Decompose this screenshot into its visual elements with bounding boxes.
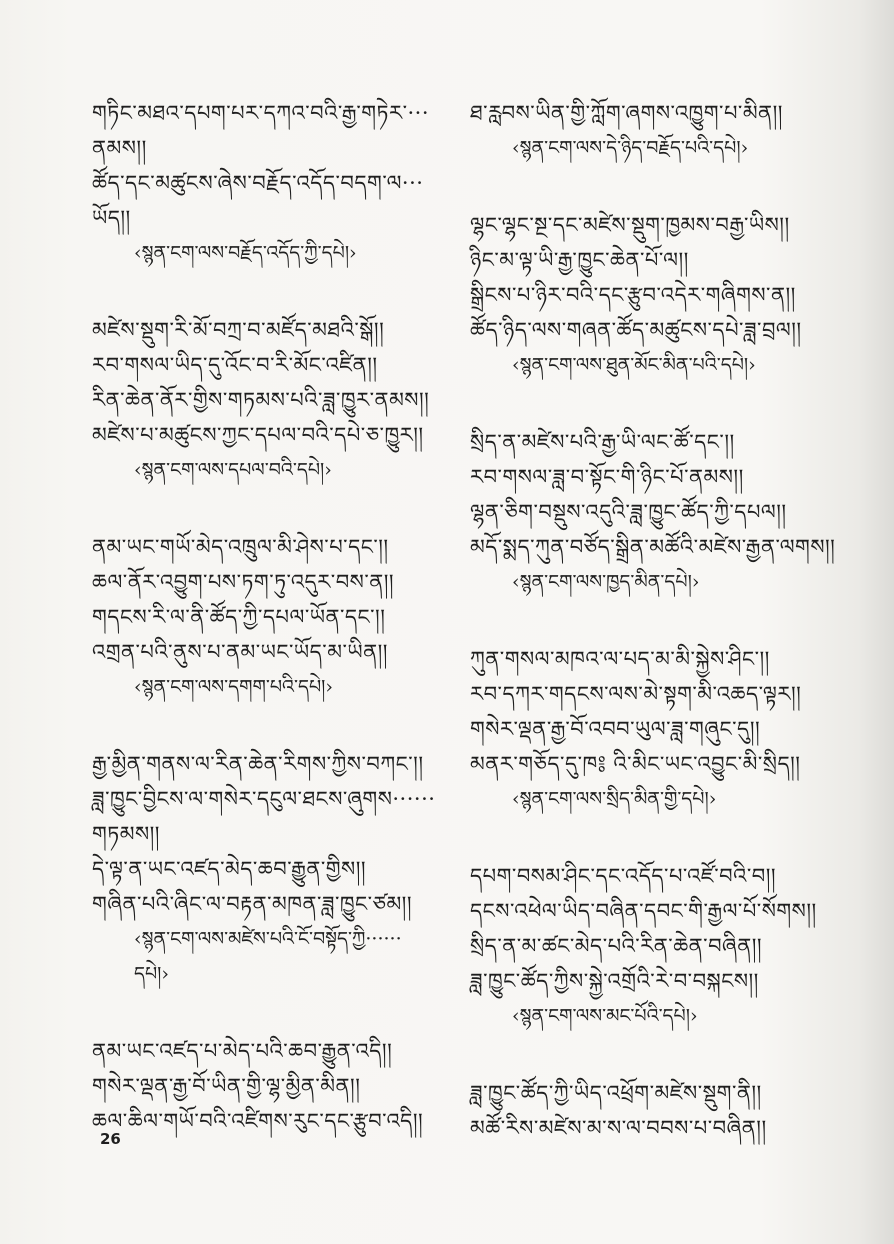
verse-line: དེ་ལྟ་ན་ཡང་འཛད་མེད་ཆབ་རྒྱུན་གྱིས།། bbox=[92, 857, 367, 881]
verse-line: རབ་གསལ་ཟླ་བ་སྟོང་གི་ཉིང་པོ་ནམས།། bbox=[470, 465, 744, 489]
verse-line: མཚོ་རིས་མཛེས་མ་ས་ལ་བབས་པ་བཞིན།། bbox=[470, 1116, 767, 1140]
verse-line: གསེར་ལྡན་རྒྱ་བོ་འབབ་ཡུལ་ཟླ་གཞུང་དུ།། bbox=[470, 717, 761, 741]
verse-line: ཆལ་ནོར་འབྱུག་པས་ཏག་ཏུ་འདུར་བས་ན།། bbox=[92, 570, 395, 594]
verse-line: ཟླ་ཁྱུང་བྱིངས་ལ་གསེར་དངུལ་ཐངས་ཞུགས······ bbox=[92, 787, 436, 811]
verse-line: ལྷང་ལྷང་སྔ་དང་མཛེས་སྡུག་ཁྱམས་བརྒྱ་ཡིས།། bbox=[470, 213, 790, 237]
verse-line: ཟླ་ཁྱུང་ཚོད་ཀྱི་ཡིད་འཕྲོག་མཛེས་སྡུག་ནི།། bbox=[470, 1081, 762, 1105]
verse-line: སྲིད་ན་མཛེས་པའི་རྒྱ་ཡི་ལང་ཚོ་དང་།། bbox=[470, 430, 735, 454]
verse-stanza bbox=[470, 859, 817, 1034]
verse-stanza bbox=[92, 96, 462, 271]
verse-stanza bbox=[92, 530, 462, 705]
verse-source: ‹སྙན་ངག་ལས་ཐུན་མོང་མིན་པའི་དཔེ།› bbox=[512, 354, 756, 376]
verse-source: ‹སྙན་ངག་ལས་མང་པོའི་དཔེ།› bbox=[512, 1005, 698, 1027]
verse-line: མདོ་སྨད་ཀུན་བཙོད་སྒྲིན་མཚོའི་མཛེས་རྒྱན་ལགས།། bbox=[470, 535, 836, 559]
verse-line: གདངས་རི་ལ་ནི་ཚོད་ཀྱི་དཔལ་ཡོན་དང་།། bbox=[92, 605, 386, 629]
verse-line: འགྲན་པའི་ནུས་པ་ནམ་ཡང་ཡོད་མ་ཡིན།། bbox=[92, 640, 388, 664]
left-column bbox=[92, 96, 462, 1181]
verse-stanza bbox=[470, 208, 800, 383]
verse-line: མཛེས་སྡུག་རི་མོ་བཀྲ་བ་མཛོད་མཐའི་སྒོ།། bbox=[92, 318, 385, 342]
verse-source: ‹སྙན་ངག་ལས་དཔལ་བའི་དཔེ།› bbox=[134, 459, 332, 481]
verse-source: ‹སྙན་ངག་ལས་ཁྱད་མིན་དཔེ།› bbox=[512, 571, 700, 593]
verse-source: ‹སྙན་ངག་ལས་མཛེས་པའི་ངོ་བསྟོད་ཀྱི······ bbox=[134, 928, 402, 950]
right-column bbox=[470, 96, 836, 1188]
verse-line: ཀུན་གསལ་མཁའ་ལ་པད་མ་མི་སྐྱེས་ཤིང་།། bbox=[470, 647, 770, 671]
verse-stanza bbox=[470, 425, 836, 600]
verse-line: སྒྲིངས་པ་ཉིར་བའི་དང་རྩུབ་འདེར་གཞིགས་ན།། bbox=[470, 283, 796, 307]
verse-line: ནམས།། bbox=[92, 136, 147, 160]
verse-line: གསེར་ལྡན་རྒྱ་བོ་ཡིན་གྱི་ལྷ་མྱིན་མིན།། bbox=[92, 1074, 361, 1098]
verse-source: ‹སྙན་ངག་ལས་སྲིད་མིན་གྱི་དཔེ།› bbox=[512, 788, 717, 810]
verse-line: ཆལ་ཆིལ་གཡོ་བའི་འཛིགས་རུང་དང་རྩུབ་འདི།། bbox=[92, 1109, 424, 1133]
verse-line: ཐ་རླབས་ཡིན་གྱི་ཀློག་ཞགས་འཁྱུག་པ་མིན།། bbox=[470, 101, 783, 125]
verse-line: ནམ་ཡང་འཛད་པ་མེད་པའི་ཆབ་རྒྱུན་འདི།། bbox=[92, 1039, 393, 1063]
page-number: 26 bbox=[100, 1130, 121, 1148]
verse-source: ‹སྙན་ངག་ལས་དགག་པའི་དཔེ།› bbox=[134, 676, 334, 698]
verse-line: གཏམས།། bbox=[92, 822, 160, 846]
verse-line: ཟླ་ཁྱུང་ཚོད་ཀྱིས་སྐྱེ་འགྲོའི་རེ་བ་བསྐངས།། bbox=[470, 969, 759, 993]
verse-line: ནམ་ཡང་གཡོ་མེད་འཁྲུལ་མི་ཤེས་པ་དང་།། bbox=[92, 535, 389, 559]
verse-line: མནར་གཅོད་དུ་ཁ༔ འི་མིང་ཡང་འབྱུང་མི་སྲིད།། bbox=[470, 752, 801, 776]
verse-line: ཚོད་ཉིད་ལས་གཞན་ཚོད་མཚུངས་དཔེ་ཟླ་བྲལ།། bbox=[470, 318, 802, 342]
verse-stanza bbox=[92, 1034, 462, 1139]
verse-line: ཡོད།། bbox=[92, 206, 131, 230]
verse-line: རབ་དཀར་གདངས་ལས་མེ་སྟག་མི་འཆད་ལྟར།། bbox=[470, 682, 802, 706]
verse-line: ལྷན་ཅིག་བསྡུས་འདུའི་ཟླ་ཁྱུང་ཚོད་ཀྱི་དཔལ།། bbox=[470, 500, 787, 524]
verse-stanza bbox=[92, 313, 462, 488]
verse-source: ‹སྙན་ངག་ལས་བརྗོད་འདོད་ཀྱི་དཔེ།› bbox=[134, 242, 357, 264]
verse-line: ཚོད་དང་མཚུངས་ཞེས་བརྗོད་འདོད་བདག་ལ··· bbox=[92, 171, 424, 195]
verse-stanza bbox=[470, 1076, 800, 1146]
verse-line: རབ་གསལ་ཡིད་དུ་འོང་བ་རི་མོང་འཛིན།། bbox=[92, 353, 378, 377]
verse-line: ཉིང་མ་ལྟ་ཡི་རྒྱ་ཁྱུང་ཆེན་པོ་ལ།། bbox=[470, 248, 689, 272]
verse-line: གཞིན་པའི་ཞིང་ལ་བརྟན་མཁན་ཟླ་ཁྱུང་ཙམ།། bbox=[92, 892, 413, 916]
verse-line: སྲིད་ན་མ་ཚང་མེད་པའི་རིན་ཆེན་བཞིན།། bbox=[470, 934, 763, 958]
verse-stanza bbox=[470, 642, 800, 817]
verse-line: དངས་འཕེལ་ཡིད་བཞིན་དབང་གི་རྒྱལ་པོ་སོགས།། bbox=[470, 899, 817, 923]
verse-line: གཏིང་མཐའ་དཔག་པར་དཀའ་བའི་རྒྱ་གཏེར་··· bbox=[92, 101, 430, 125]
verse-source-continued: དཔེ།› bbox=[134, 963, 169, 985]
verse-line: དཔག་བསམ་ཤིང་དང་འདོད་པ་འཛོ་བའི་བ།། bbox=[470, 864, 777, 888]
verse-stanza bbox=[470, 96, 800, 166]
verse-stanza bbox=[92, 747, 462, 992]
verse-source: ‹སྙན་ངག་ལས་དེ་ཉིད་བརྗོད་པའི་དཔེ།› bbox=[512, 137, 749, 159]
verse-line: རྒྱ་མྱིན་གནས་ལ་རིན་ཆེན་རིགས་ཀྱིས་བཀང་།། bbox=[92, 752, 424, 776]
verse-line: རིན་ཆེན་ནོར་གྱིས་གཏམས་པའི་ཟླ་ཁྱུར་ནམས།། bbox=[92, 388, 430, 412]
verse-line: མཛེས་པ་མཚུངས་ཀྱང་དཔལ་བའི་དཔེ་ཅ་ཁྱུར།། bbox=[92, 423, 424, 447]
